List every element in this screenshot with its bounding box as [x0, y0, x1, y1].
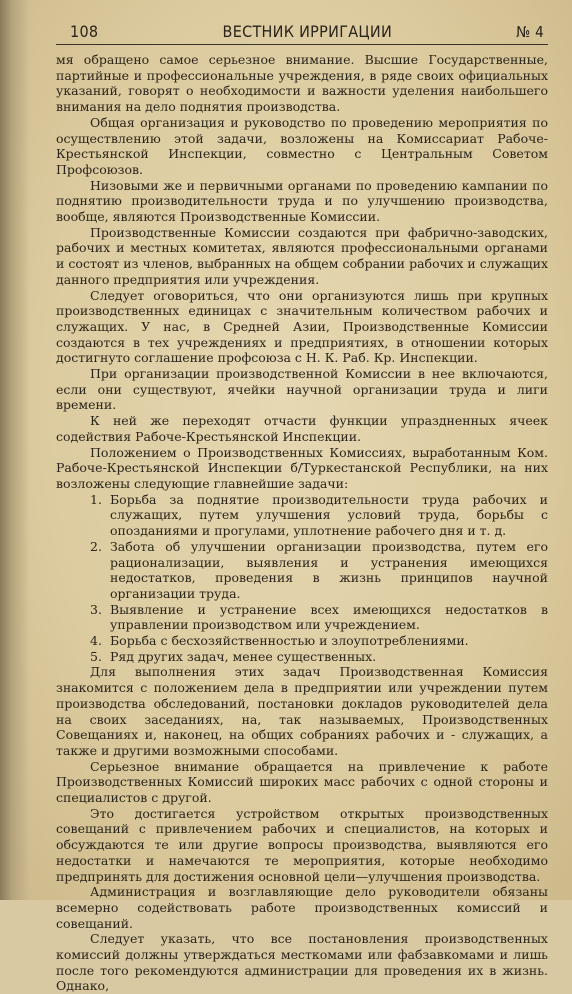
paragraph: Низовыми же и первичными органами по проведению кампании по поднятию производительности труда и по улучшению производства, вообще, являются Производственные Комиссии. — [56, 177, 548, 225]
paragraph: Это достигается устройством открытых производственных совещаний с привлечением рабочих и специалистов, на которых и обсуждаются те или другие вопросы производства, выявляются его недостатки и намечаются те мероприятия, которые необходимо предпринять для достижения основной цели—улучшения производства. — [56, 805, 548, 884]
running-header — [56, 22, 548, 45]
paragraph: Следует оговориться, что они организуются лишь при крупных производственных единицах с значительным количеством рабочих и служащих. У нас, в Средней Азии, Производственные Комиссии создаются в тех учреждениях и предприятиях, в отношении которых достигнуто соглашение профсоюза с Н. К. Раб. Кр. Инспекции. — [56, 287, 548, 366]
journal-title: ВЕСТНИК ИРРИГАЦИИ — [222, 22, 393, 41]
paragraph: Следует указать, что все постановления производственных комиссий должны утверждаться месткомами или фабзавкомами и лишь после того рекомендуются администрации для проведения их в жизнь. Однако, — [56, 931, 548, 994]
list-item-text: Борьба с бесхозяйственностью и злоупотреблениями. — [110, 633, 469, 649]
list-item-number: 2. — [90, 538, 102, 554]
paragraph: Общая организация и руководство по проведению мероприятия по осуществлению этой задачи, возложены на Комиссариат Рабоче-Крестьянской Инспекции, совместно с Центральным Советом Профсоюзов. — [56, 114, 548, 177]
paragraph-continuation: мя обращено самое серьезное внимание. Высшие Государственные, партийные и профессиональные учреждения, в ряде своих официальных указаний, говорят о необходимости и важности уделения наибольшего внимания на дело поднятия производства. — [56, 52, 548, 115]
body-text — [56, 52, 548, 994]
paragraph: Администрация и возглавляющие дело руководители обязаны всемерно содействовать работе производственных комиссий и совещаний. — [56, 884, 548, 931]
list-item — [90, 649, 548, 665]
list-item-text: Борьба за поднятие производительности труда рабочих и служащих, путем улучшения условий труда, борьбы с опозданиями и прогулами, уплотнение рабочего дня и т. д. — [110, 491, 548, 539]
list-item-number: 3. — [90, 601, 102, 617]
paragraph: Серьезное внимание обращается на привлечение к работе Производственных Комиссий широких масс рабочих с одной стороны и специалистов с другой. — [56, 758, 548, 806]
list-item — [90, 633, 548, 649]
list-item-text: Ряд других задач, менее существенных. — [110, 648, 377, 664]
list-item — [90, 539, 548, 602]
list-item-number: 5. — [90, 648, 102, 664]
list-item-number: 4. — [90, 633, 102, 649]
list-item — [90, 602, 548, 633]
paragraph: К ней же переходят отчасти функции упраздненных ячеек содействия Рабоче-Крестьянской Инспекции. — [56, 413, 548, 444]
paragraph: При организации производственной Комиссии в нее включаются, если они существуют, ячейки научной организации труда и лиги времени. — [56, 366, 548, 413]
page-number: 108 — [70, 22, 99, 41]
paragraph: Положением о Производственных Комиссиях, выработанным Ком. Рабоче-Крестьянской Инспекции б/Туркестанской Республики, на них возложены следующие главнейшие задачи: — [56, 444, 548, 491]
task-list — [56, 492, 548, 665]
list-item — [90, 492, 548, 539]
paragraph: Для выполнения этих задач Производственная Комиссия знакомится с положением дела в предприятии или учреждении путем производства обследований, постановки докладов руководителей дела на своих заседаниях, на, так называемых, Производственных Совещаниях и, наконец, на общих собраниях рабочих и - служащих, а также и другими возможными способами. — [56, 664, 548, 758]
list-item-text: Выявление и устранение всех имеющихся недостатков в управлении производством или учреждением. — [110, 601, 548, 633]
paragraph: Производственные Комиссии создаются при фабрично-заводских, рабочих и местных комитетах, являются профессиональными органами и состоят из членов, выбранных на общем собрании рабочих и служащих данного предприятия или учреждения. — [56, 224, 548, 287]
binding-shadow — [0, 0, 30, 900]
list-item-text: Забота об улучшении организации производства, путем его рационализации, выявления и устранения имеющихся недостатков, проведения в жизнь принципов научной организации труда. — [110, 538, 548, 601]
issue-number: № 4 — [516, 23, 544, 41]
list-item-number: 1. — [90, 491, 102, 507]
